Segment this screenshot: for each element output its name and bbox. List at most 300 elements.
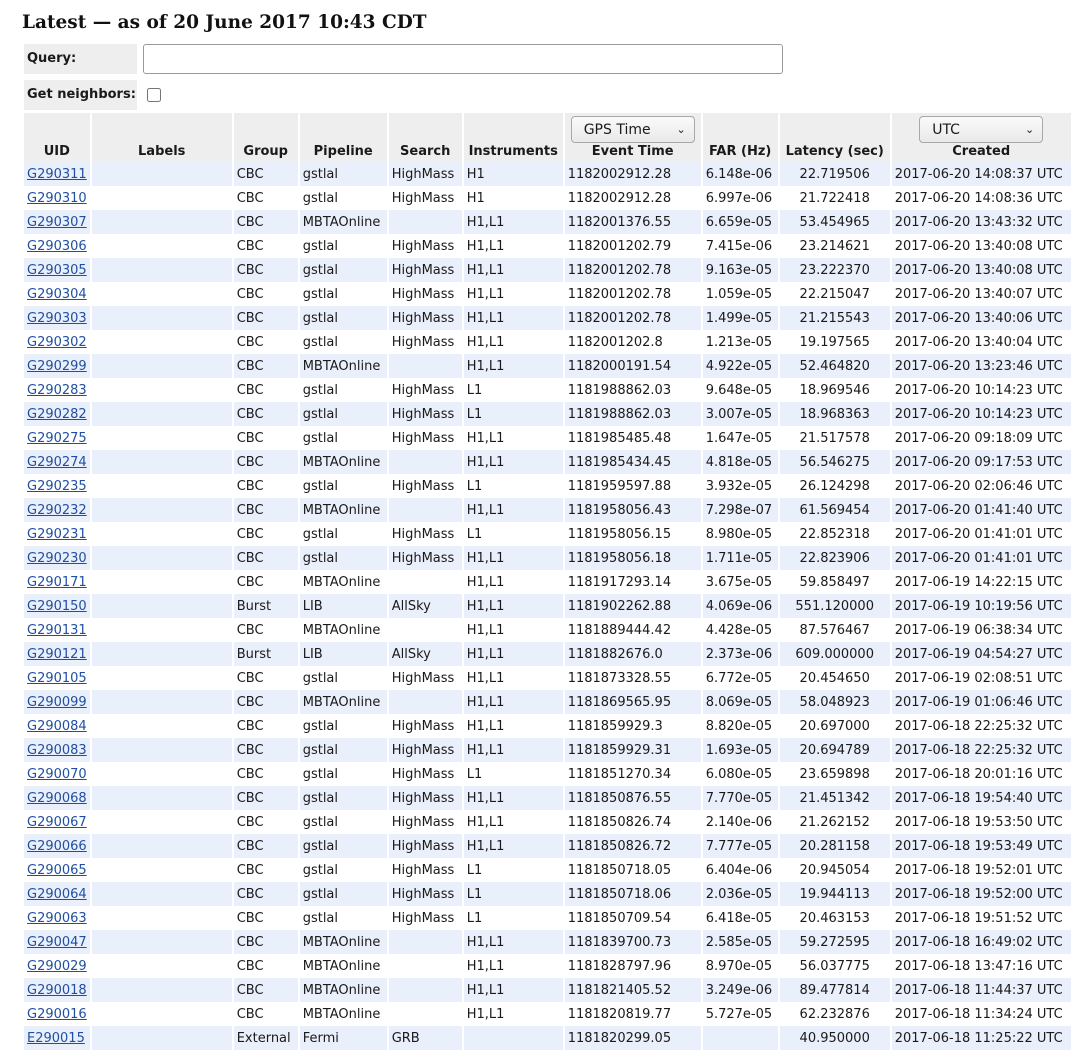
cell-far: 6.772e-05 bbox=[703, 666, 780, 690]
cell-latency: 53.454965 bbox=[780, 210, 892, 234]
cell-instruments: H1,L1 bbox=[464, 786, 565, 810]
event-uid-link[interactable]: G290121 bbox=[27, 646, 87, 662]
cell-pipeline: LIB bbox=[300, 642, 389, 666]
table-row bbox=[24, 858, 1073, 882]
cell-event-time: 1181850826.74 bbox=[565, 810, 703, 834]
cell-event-time: 1181821405.52 bbox=[565, 978, 703, 1002]
cell-latency: 21.262152 bbox=[780, 810, 892, 834]
cell-far: 5.727e-05 bbox=[703, 1002, 780, 1026]
cell-uid bbox=[24, 450, 92, 474]
cell-uid bbox=[24, 882, 92, 906]
table-row bbox=[24, 618, 1073, 642]
cell-instruments: H1,L1 bbox=[464, 450, 565, 474]
cell-search: HighMass bbox=[389, 426, 464, 450]
cell-latency: 87.576467 bbox=[780, 618, 892, 642]
cell-event-time: 1181820299.05 bbox=[565, 1026, 703, 1050]
cell-search: HighMass bbox=[389, 330, 464, 354]
cell-instruments: H1,L1 bbox=[464, 330, 565, 354]
cell-pipeline: MBTAOnline bbox=[300, 354, 389, 378]
cell-event-time: 1181988862.03 bbox=[565, 402, 703, 426]
cell-latency: 20.281158 bbox=[780, 834, 892, 858]
cell-event-time: 1181958056.15 bbox=[565, 522, 703, 546]
cell-uid bbox=[24, 714, 92, 738]
cell-uid bbox=[24, 258, 92, 282]
event-uid-link[interactable]: G290304 bbox=[27, 286, 87, 302]
cell-instruments: H1,L1 bbox=[464, 930, 565, 954]
header-pipeline: Pipeline bbox=[300, 113, 389, 162]
created-format-select[interactable] bbox=[919, 116, 1043, 143]
cell-far: 3.675e-05 bbox=[703, 570, 780, 594]
header-search: Search bbox=[389, 113, 464, 162]
cell-created: 2017-06-20 02:06:46 UTC bbox=[892, 474, 1073, 498]
cell-search: HighMass bbox=[389, 186, 464, 210]
event-uid-link[interactable]: G290029 bbox=[27, 958, 87, 974]
cell-event-time: 1181850718.06 bbox=[565, 882, 703, 906]
cell-event-time: 1182001202.78 bbox=[565, 306, 703, 330]
event-uid-link[interactable]: G290307 bbox=[27, 214, 87, 230]
cell-event-time: 1181820819.77 bbox=[565, 1002, 703, 1026]
cell-search: AllSky bbox=[389, 594, 464, 618]
cell-group: CBC bbox=[234, 282, 300, 306]
cell-created: 2017-06-20 01:41:01 UTC bbox=[892, 522, 1073, 546]
cell-labels bbox=[92, 858, 234, 882]
cell-uid bbox=[24, 570, 92, 594]
cell-far: 8.980e-05 bbox=[703, 522, 780, 546]
table-row bbox=[24, 810, 1073, 834]
event-uid-link[interactable]: G290131 bbox=[27, 622, 87, 638]
cell-instruments: L1 bbox=[464, 762, 565, 786]
event-uid-link[interactable]: G290282 bbox=[27, 406, 87, 422]
cell-created: 2017-06-20 10:14:23 UTC bbox=[892, 402, 1073, 426]
cell-far: 6.659e-05 bbox=[703, 210, 780, 234]
cell-pipeline: gstlal bbox=[300, 522, 389, 546]
event-uid-link[interactable]: G290150 bbox=[27, 598, 87, 614]
event-uid-link[interactable]: G290302 bbox=[27, 334, 87, 350]
cell-group: CBC bbox=[234, 762, 300, 786]
cell-event-time: 1181902262.88 bbox=[565, 594, 703, 618]
cell-created: 2017-06-18 19:51:52 UTC bbox=[892, 906, 1073, 930]
table-row bbox=[24, 906, 1073, 930]
cell-search: HighMass bbox=[389, 882, 464, 906]
cell-pipeline: gstlal bbox=[300, 234, 389, 258]
cell-group: CBC bbox=[234, 378, 300, 402]
event-uid-link[interactable]: G290099 bbox=[27, 694, 87, 710]
cell-uid bbox=[24, 354, 92, 378]
cell-labels bbox=[92, 186, 234, 210]
cell-labels bbox=[92, 954, 234, 978]
cell-latency: 59.858497 bbox=[780, 570, 892, 594]
cell-latency: 551.120000 bbox=[780, 594, 892, 618]
query-row bbox=[24, 44, 783, 74]
cell-pipeline: gstlal bbox=[300, 330, 389, 354]
cell-search bbox=[389, 210, 464, 234]
cell-group: CBC bbox=[234, 474, 300, 498]
table-row bbox=[24, 162, 1073, 186]
cell-event-time: 1182001202.78 bbox=[565, 258, 703, 282]
cell-event-time: 1181958056.43 bbox=[565, 498, 703, 522]
event-uid-link[interactable]: G290275 bbox=[27, 430, 87, 446]
cell-latency: 21.215543 bbox=[780, 306, 892, 330]
table-header-row bbox=[24, 113, 1073, 162]
query-input[interactable] bbox=[143, 44, 783, 74]
cell-latency: 61.569454 bbox=[780, 498, 892, 522]
cell-event-time: 1181988862.03 bbox=[565, 378, 703, 402]
cell-far: 6.080e-05 bbox=[703, 762, 780, 786]
cell-instruments: H1,L1 bbox=[464, 306, 565, 330]
cell-group: CBC bbox=[234, 978, 300, 1002]
cell-far: 1.059e-05 bbox=[703, 282, 780, 306]
cell-created: 2017-06-20 13:40:08 UTC bbox=[892, 234, 1073, 258]
created-format-value: UTC bbox=[932, 121, 960, 138]
cell-latency: 56.546275 bbox=[780, 450, 892, 474]
header-latency: Latency (sec) bbox=[780, 113, 892, 162]
cell-group: CBC bbox=[234, 522, 300, 546]
cell-far: 8.820e-05 bbox=[703, 714, 780, 738]
table-row bbox=[24, 786, 1073, 810]
cell-search: HighMass bbox=[389, 474, 464, 498]
header-created: UTC ⌄ Created bbox=[892, 113, 1073, 162]
cell-group: CBC bbox=[234, 354, 300, 378]
cell-uid bbox=[24, 762, 92, 786]
cell-uid bbox=[24, 978, 92, 1002]
cell-search bbox=[389, 930, 464, 954]
event-uid-link[interactable]: G290066 bbox=[27, 838, 87, 854]
cell-labels bbox=[92, 690, 234, 714]
event-uid-link[interactable]: G290231 bbox=[27, 526, 87, 542]
cell-created: 2017-06-18 11:44:37 UTC bbox=[892, 978, 1073, 1002]
cell-group: CBC bbox=[234, 426, 300, 450]
cell-created: 2017-06-20 09:17:53 UTC bbox=[892, 450, 1073, 474]
cell-labels bbox=[92, 1002, 234, 1026]
event-uid-link[interactable]: G290303 bbox=[27, 310, 87, 326]
cell-pipeline: gstlal bbox=[300, 762, 389, 786]
cell-uid bbox=[24, 666, 92, 690]
event-uid-link[interactable]: G290235 bbox=[27, 478, 87, 494]
cell-latency: 26.124298 bbox=[780, 474, 892, 498]
cell-uid bbox=[24, 210, 92, 234]
cell-labels bbox=[92, 666, 234, 690]
cell-pipeline: gstlal bbox=[300, 546, 389, 570]
cell-instruments: H1,L1 bbox=[464, 498, 565, 522]
cell-pipeline: MBTAOnline bbox=[300, 570, 389, 594]
table-row bbox=[24, 210, 1073, 234]
event-uid-link[interactable]: G290016 bbox=[27, 1006, 87, 1022]
cell-instruments: H1,L1 bbox=[464, 354, 565, 378]
event-uid-link[interactable]: G290283 bbox=[27, 382, 87, 398]
cell-latency: 609.000000 bbox=[780, 642, 892, 666]
event-uid-link[interactable]: G290064 bbox=[27, 886, 87, 902]
cell-latency: 22.852318 bbox=[780, 522, 892, 546]
event-uid-link[interactable]: G290063 bbox=[27, 910, 87, 926]
cell-latency: 19.197565 bbox=[780, 330, 892, 354]
cell-uid bbox=[24, 234, 92, 258]
cell-pipeline: gstlal bbox=[300, 258, 389, 282]
event-uid-link[interactable]: E290015 bbox=[27, 1030, 85, 1046]
cell-pipeline: gstlal bbox=[300, 306, 389, 330]
cell-latency: 20.694789 bbox=[780, 738, 892, 762]
cell-pipeline: MBTAOnline bbox=[300, 954, 389, 978]
cell-search: GRB bbox=[389, 1026, 464, 1050]
event-uid-link[interactable]: G290068 bbox=[27, 790, 87, 806]
cell-event-time: 1182001376.55 bbox=[565, 210, 703, 234]
event-uid-link[interactable]: G290065 bbox=[27, 862, 87, 878]
cell-search: HighMass bbox=[389, 378, 464, 402]
event-uid-link[interactable]: G290070 bbox=[27, 766, 87, 782]
cell-labels bbox=[92, 834, 234, 858]
cell-far: 7.777e-05 bbox=[703, 834, 780, 858]
event-uid-link[interactable]: G290047 bbox=[27, 934, 87, 950]
cell-search: HighMass bbox=[389, 306, 464, 330]
cell-far: 6.404e-06 bbox=[703, 858, 780, 882]
cell-search: HighMass bbox=[389, 162, 464, 186]
cell-instruments: L1 bbox=[464, 474, 565, 498]
cell-instruments: H1,L1 bbox=[464, 642, 565, 666]
cell-pipeline: MBTAOnline bbox=[300, 210, 389, 234]
cell-pipeline: gstlal bbox=[300, 162, 389, 186]
cell-event-time: 1181839700.73 bbox=[565, 930, 703, 954]
cell-latency: 59.272595 bbox=[780, 930, 892, 954]
cell-search bbox=[389, 354, 464, 378]
cell-pipeline: gstlal bbox=[300, 378, 389, 402]
cell-far: 6.997e-06 bbox=[703, 186, 780, 210]
cell-labels bbox=[92, 234, 234, 258]
cell-far: 1.213e-05 bbox=[703, 330, 780, 354]
table-row bbox=[24, 450, 1073, 474]
table-row bbox=[24, 330, 1073, 354]
table-row bbox=[24, 522, 1073, 546]
cell-created: 2017-06-18 19:53:49 UTC bbox=[892, 834, 1073, 858]
event-uid-link[interactable]: G290083 bbox=[27, 742, 87, 758]
cell-uid bbox=[24, 1026, 92, 1050]
cell-labels bbox=[92, 330, 234, 354]
cell-labels bbox=[92, 450, 234, 474]
event-uid-link[interactable]: G290171 bbox=[27, 574, 87, 590]
cell-group: Burst bbox=[234, 594, 300, 618]
cell-pipeline: gstlal bbox=[300, 282, 389, 306]
cell-latency: 58.048923 bbox=[780, 690, 892, 714]
event-uid-link[interactable]: G290274 bbox=[27, 454, 87, 470]
cell-event-time: 1182002912.28 bbox=[565, 186, 703, 210]
time-format-select[interactable] bbox=[571, 116, 695, 143]
cell-pipeline: MBTAOnline bbox=[300, 1002, 389, 1026]
cell-latency: 20.463153 bbox=[780, 906, 892, 930]
cell-uid bbox=[24, 618, 92, 642]
cell-group: CBC bbox=[234, 810, 300, 834]
cell-search bbox=[389, 690, 464, 714]
cell-far: 3.932e-05 bbox=[703, 474, 780, 498]
event-uid-link[interactable]: G290067 bbox=[27, 814, 87, 830]
cell-instruments: H1 bbox=[464, 186, 565, 210]
cell-far: 9.648e-05 bbox=[703, 378, 780, 402]
table-row bbox=[24, 666, 1073, 690]
query-label: Query: bbox=[24, 44, 137, 74]
cell-created: 2017-06-19 04:54:27 UTC bbox=[892, 642, 1073, 666]
cell-uid bbox=[24, 810, 92, 834]
table-row bbox=[24, 762, 1073, 786]
cell-created: 2017-06-18 11:34:24 UTC bbox=[892, 1002, 1073, 1026]
cell-search: HighMass bbox=[389, 858, 464, 882]
cell-created: 2017-06-18 16:49:02 UTC bbox=[892, 930, 1073, 954]
cell-far: 7.770e-05 bbox=[703, 786, 780, 810]
cell-uid bbox=[24, 642, 92, 666]
cell-uid bbox=[24, 162, 92, 186]
cell-instruments: L1 bbox=[464, 882, 565, 906]
cell-instruments: H1 bbox=[464, 162, 565, 186]
cell-event-time: 1182001202.78 bbox=[565, 282, 703, 306]
event-uid-link[interactable]: G290084 bbox=[27, 718, 87, 734]
cell-labels bbox=[92, 282, 234, 306]
table-row bbox=[24, 378, 1073, 402]
event-uid-link[interactable]: G290310 bbox=[27, 190, 87, 206]
cell-group: CBC bbox=[234, 858, 300, 882]
cell-far: 4.818e-05 bbox=[703, 450, 780, 474]
table-row bbox=[24, 954, 1073, 978]
event-uid-link[interactable]: G290232 bbox=[27, 502, 87, 518]
cell-uid bbox=[24, 426, 92, 450]
cell-far: 2.036e-05 bbox=[703, 882, 780, 906]
table-row bbox=[24, 690, 1073, 714]
cell-instruments: H1,L1 bbox=[464, 810, 565, 834]
cell-latency: 19.944113 bbox=[780, 882, 892, 906]
cell-labels bbox=[92, 162, 234, 186]
cell-labels bbox=[92, 570, 234, 594]
cell-uid bbox=[24, 858, 92, 882]
cell-labels bbox=[92, 210, 234, 234]
cell-instruments: H1,L1 bbox=[464, 714, 565, 738]
event-uid-link[interactable]: G290306 bbox=[27, 238, 87, 254]
cell-pipeline: gstlal bbox=[300, 402, 389, 426]
cell-event-time: 1181828797.96 bbox=[565, 954, 703, 978]
cell-uid bbox=[24, 690, 92, 714]
cell-instruments: H1,L1 bbox=[464, 834, 565, 858]
cell-group: CBC bbox=[234, 1002, 300, 1026]
cell-event-time: 1181959597.88 bbox=[565, 474, 703, 498]
table-row bbox=[24, 402, 1073, 426]
cell-group: CBC bbox=[234, 570, 300, 594]
cell-far: 1.499e-05 bbox=[703, 306, 780, 330]
table-row bbox=[24, 570, 1073, 594]
table-row bbox=[24, 1026, 1073, 1050]
cell-event-time: 1181889444.42 bbox=[565, 618, 703, 642]
cell-group: CBC bbox=[234, 786, 300, 810]
cell-far: 1.711e-05 bbox=[703, 546, 780, 570]
chevron-down-icon: ⌄ bbox=[1024, 123, 1035, 136]
cell-group: CBC bbox=[234, 258, 300, 282]
cell-created: 2017-06-18 19:52:00 UTC bbox=[892, 882, 1073, 906]
cell-latency: 21.517578 bbox=[780, 426, 892, 450]
cell-latency: 21.722418 bbox=[780, 186, 892, 210]
cell-instruments: H1,L1 bbox=[464, 690, 565, 714]
cell-created: 2017-06-20 13:40:04 UTC bbox=[892, 330, 1073, 354]
cell-group: External bbox=[234, 1026, 300, 1050]
neighbors-checkbox[interactable] bbox=[147, 88, 161, 102]
table-row bbox=[24, 474, 1073, 498]
cell-latency: 40.950000 bbox=[780, 1026, 892, 1050]
cell-group: CBC bbox=[234, 690, 300, 714]
table-row bbox=[24, 930, 1073, 954]
cell-created: 2017-06-19 14:22:15 UTC bbox=[892, 570, 1073, 594]
cell-pipeline: gstlal bbox=[300, 858, 389, 882]
cell-labels bbox=[92, 474, 234, 498]
cell-search: HighMass bbox=[389, 738, 464, 762]
cell-pipeline: gstlal bbox=[300, 666, 389, 690]
cell-uid bbox=[24, 738, 92, 762]
cell-group: CBC bbox=[234, 306, 300, 330]
cell-latency: 20.945054 bbox=[780, 858, 892, 882]
cell-group: CBC bbox=[234, 162, 300, 186]
cell-far: 3.007e-05 bbox=[703, 402, 780, 426]
cell-search bbox=[389, 570, 464, 594]
table-row bbox=[24, 306, 1073, 330]
cell-event-time: 1181850718.05 bbox=[565, 858, 703, 882]
cell-group: CBC bbox=[234, 546, 300, 570]
cell-group: CBC bbox=[234, 186, 300, 210]
cell-pipeline: Fermi bbox=[300, 1026, 389, 1050]
cell-search bbox=[389, 450, 464, 474]
cell-group: CBC bbox=[234, 666, 300, 690]
cell-event-time: 1181958056.18 bbox=[565, 546, 703, 570]
cell-created: 2017-06-20 13:40:08 UTC bbox=[892, 258, 1073, 282]
event-uid-link[interactable]: G290018 bbox=[27, 982, 87, 998]
cell-event-time: 1181851270.34 bbox=[565, 762, 703, 786]
cell-pipeline: gstlal bbox=[300, 426, 389, 450]
cell-group: CBC bbox=[234, 738, 300, 762]
cell-pipeline: gstlal bbox=[300, 786, 389, 810]
cell-pipeline: gstlal bbox=[300, 906, 389, 930]
table-row bbox=[24, 642, 1073, 666]
cell-pipeline: LIB bbox=[300, 594, 389, 618]
cell-instruments: H1,L1 bbox=[464, 978, 565, 1002]
cell-search: HighMass bbox=[389, 810, 464, 834]
cell-created: 2017-06-20 10:14:23 UTC bbox=[892, 378, 1073, 402]
table-row bbox=[24, 282, 1073, 306]
cell-event-time: 1181917293.14 bbox=[565, 570, 703, 594]
cell-uid bbox=[24, 546, 92, 570]
cell-pipeline: gstlal bbox=[300, 474, 389, 498]
cell-labels bbox=[92, 498, 234, 522]
cell-search: HighMass bbox=[389, 522, 464, 546]
cell-group: CBC bbox=[234, 714, 300, 738]
cell-pipeline: gstlal bbox=[300, 714, 389, 738]
event-uid-link[interactable]: G290105 bbox=[27, 670, 87, 686]
cell-latency: 52.464820 bbox=[780, 354, 892, 378]
header-uid: UID bbox=[24, 113, 92, 162]
event-uid-link[interactable]: G290305 bbox=[27, 262, 87, 278]
cell-search bbox=[389, 978, 464, 1002]
cell-group: Burst bbox=[234, 642, 300, 666]
cell-instruments: H1,L1 bbox=[464, 618, 565, 642]
cell-created: 2017-06-20 14:08:37 UTC bbox=[892, 162, 1073, 186]
cell-search bbox=[389, 954, 464, 978]
cell-labels bbox=[92, 978, 234, 1002]
cell-created: 2017-06-20 01:41:01 UTC bbox=[892, 546, 1073, 570]
cell-latency: 56.037775 bbox=[780, 954, 892, 978]
cell-labels bbox=[92, 930, 234, 954]
cell-uid bbox=[24, 930, 92, 954]
cell-far: 7.298e-07 bbox=[703, 498, 780, 522]
event-uid-link[interactable]: G290299 bbox=[27, 358, 87, 374]
event-uid-link[interactable]: G290230 bbox=[27, 550, 87, 566]
cell-far: 1.647e-05 bbox=[703, 426, 780, 450]
cell-pipeline: MBTAOnline bbox=[300, 930, 389, 954]
table-row bbox=[24, 834, 1073, 858]
cell-created: 2017-06-18 13:47:16 UTC bbox=[892, 954, 1073, 978]
cell-latency: 23.659898 bbox=[780, 762, 892, 786]
cell-group: CBC bbox=[234, 450, 300, 474]
cell-uid bbox=[24, 474, 92, 498]
event-uid-link[interactable]: G290311 bbox=[27, 166, 87, 182]
cell-pipeline: gstlal bbox=[300, 834, 389, 858]
